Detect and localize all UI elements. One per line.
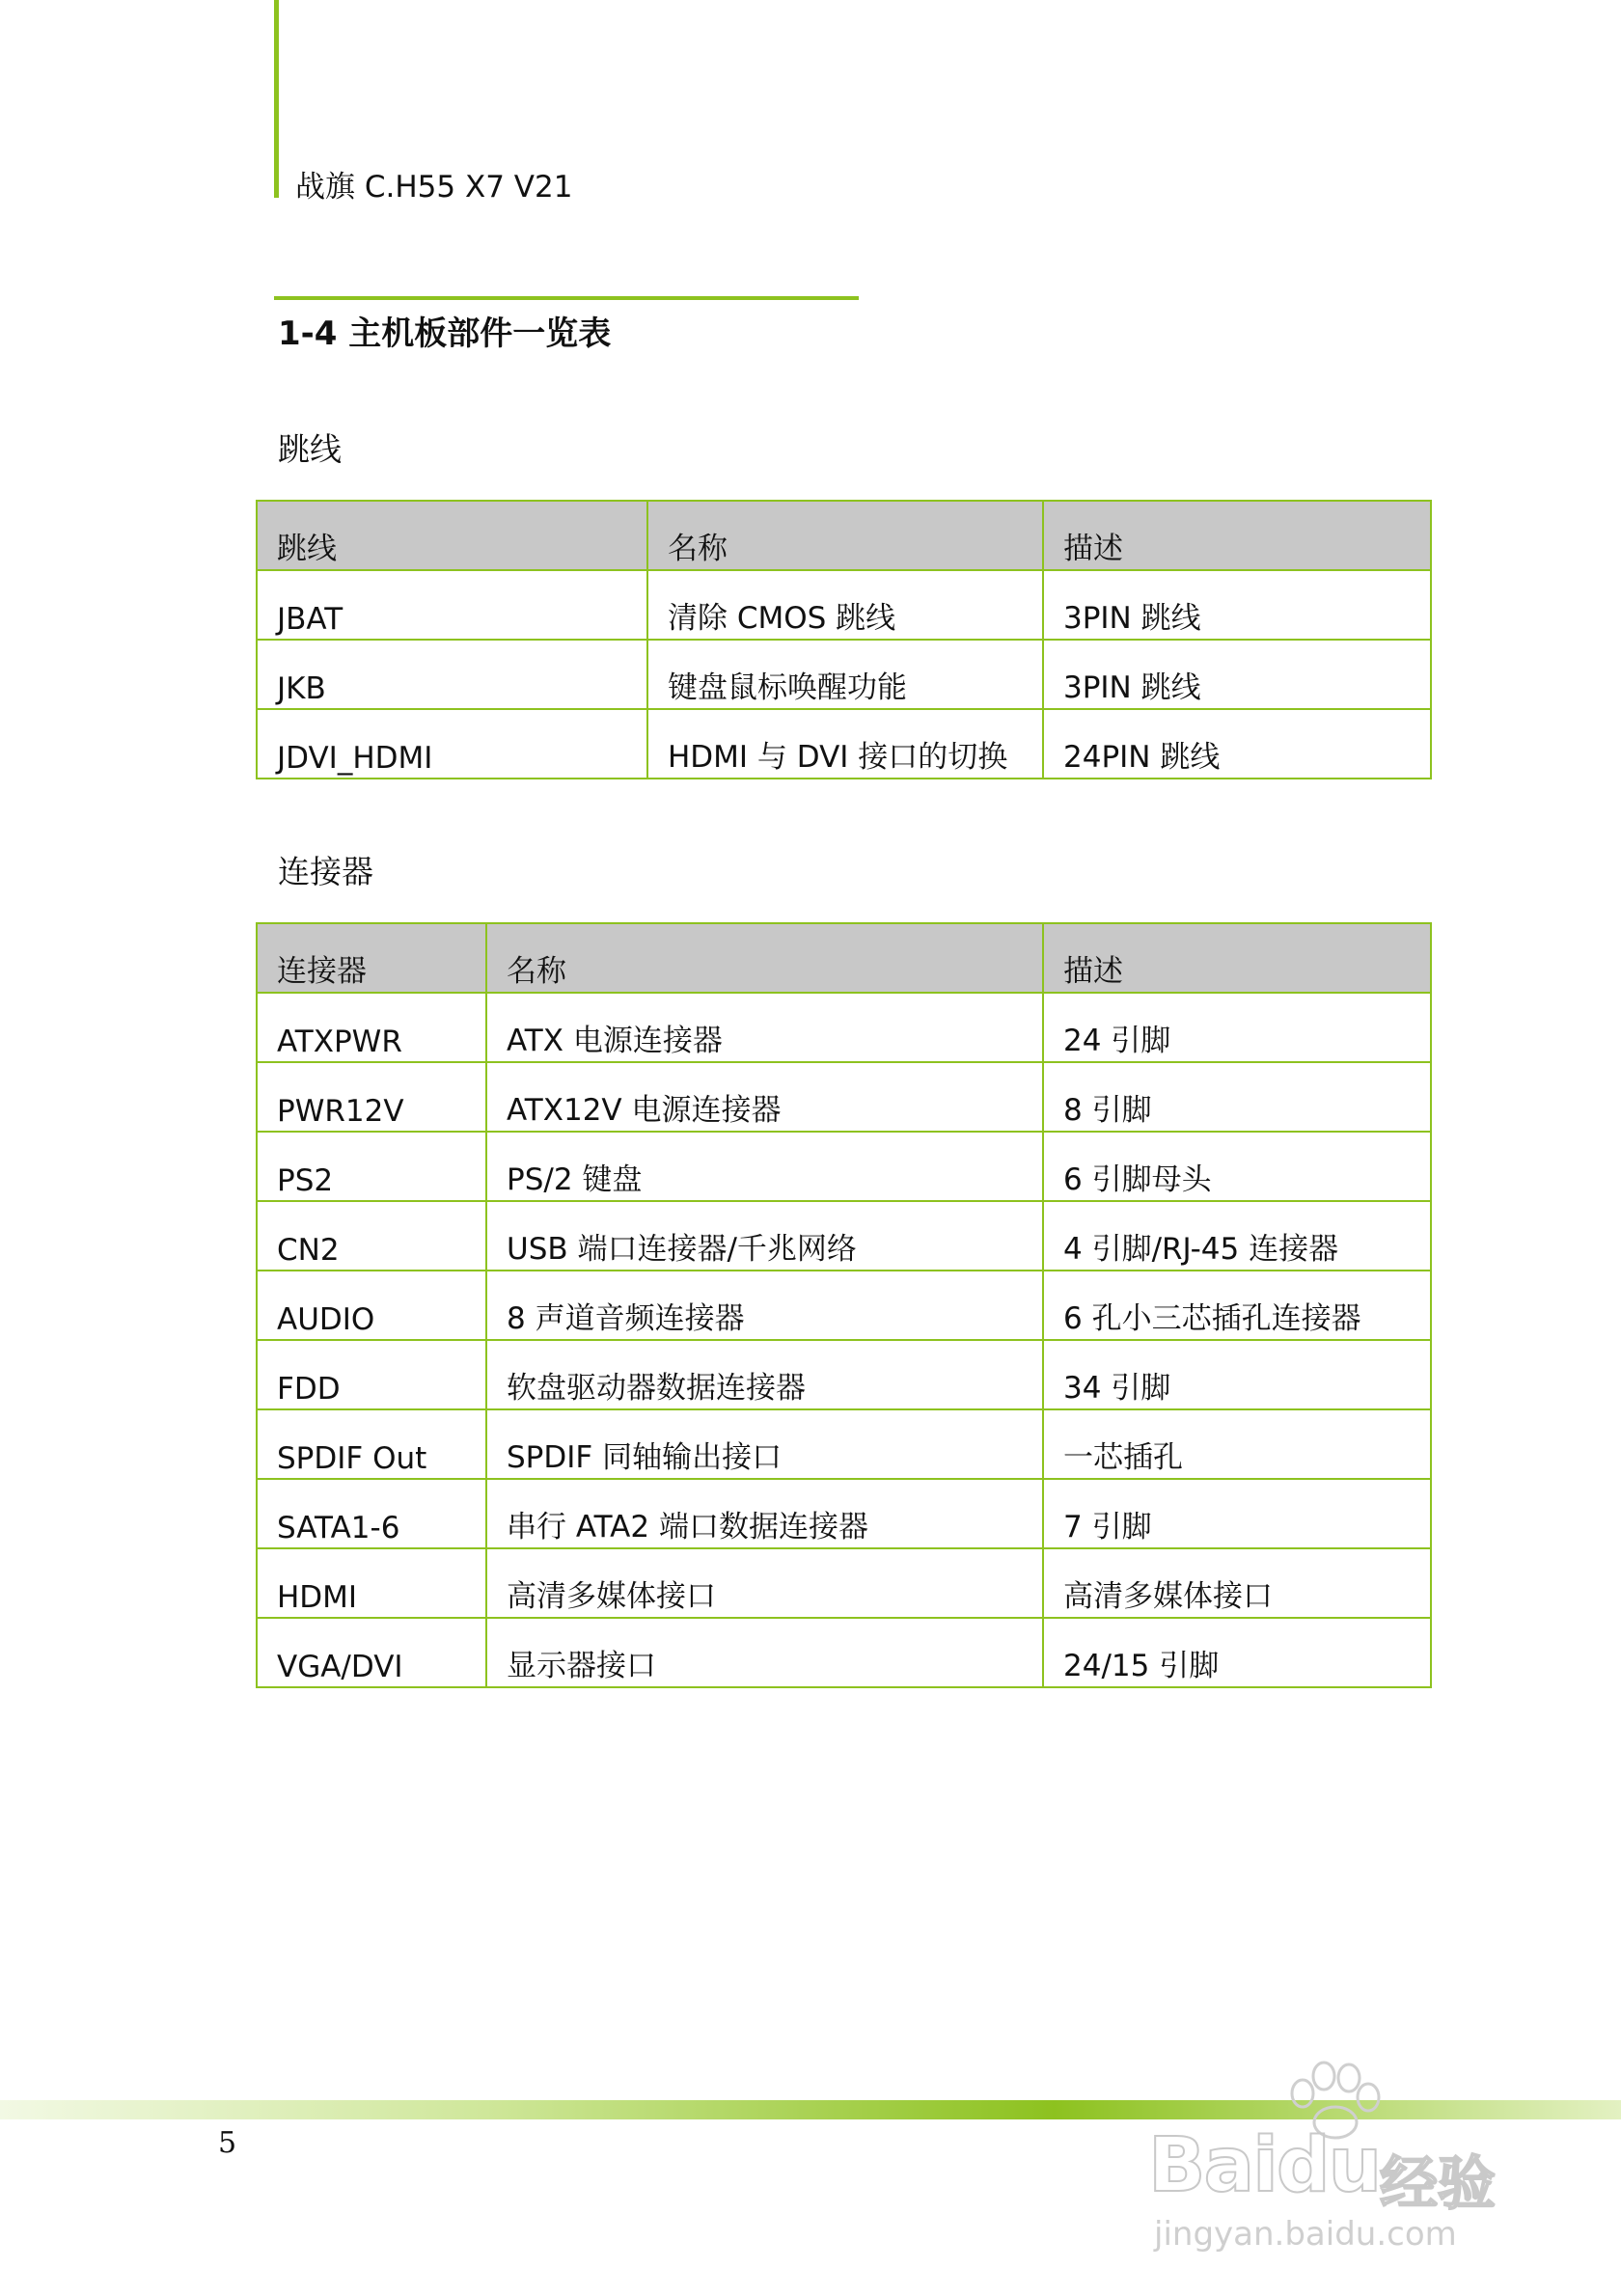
table-cell: 24/15 引脚	[1043, 1618, 1431, 1687]
table-cell: HDMI	[257, 1548, 486, 1618]
table-cell: 3PIN 跳线	[1043, 570, 1431, 640]
table-cell: ATX 电源连接器	[486, 993, 1043, 1062]
table-cell: SATA1-6	[257, 1479, 486, 1548]
table-cell: JBAT	[257, 570, 647, 640]
table-row	[257, 1062, 1431, 1132]
table-cell: 显示器接口	[486, 1618, 1043, 1687]
table-header-row	[257, 923, 1431, 993]
table-row	[257, 1409, 1431, 1479]
header-cell: 描述	[1043, 923, 1431, 993]
table-cell: PWR12V	[257, 1062, 486, 1132]
table-cell: SPDIF 同轴输出接口	[486, 1409, 1043, 1479]
page-header-title: 战旗 C.H55 X7 V21	[295, 170, 573, 205]
table-cell: 24PIN 跳线	[1043, 709, 1431, 779]
table-row	[257, 1479, 1431, 1548]
table-row	[257, 1201, 1431, 1271]
connectors-table	[256, 922, 1432, 1688]
table-cell: CN2	[257, 1201, 486, 1271]
table-cell: 一芯插孔	[1043, 1409, 1431, 1479]
table-row	[257, 1548, 1431, 1618]
table-cell: 软盘驱动器数据连接器	[486, 1340, 1043, 1409]
table-cell: 8 声道音频连接器	[486, 1271, 1043, 1340]
table-cell: 24 引脚	[1043, 993, 1431, 1062]
table-cell: 高清多媒体接口	[486, 1548, 1043, 1618]
jumpers-table	[256, 500, 1432, 779]
header-cell: 连接器	[257, 923, 486, 993]
section-title: 1-4 主机板部件一览表	[278, 314, 612, 353]
table-cell: PS2	[257, 1132, 486, 1201]
table-row	[257, 709, 1431, 779]
jumpers-title: 跳线	[278, 430, 342, 468]
watermark-brand: Baidu	[1148, 2122, 1381, 2209]
table-cell: ATXPWR	[257, 993, 486, 1062]
table-cell: 6 引脚母头	[1043, 1132, 1431, 1201]
table-cell: 3PIN 跳线	[1043, 640, 1431, 709]
table-cell: VGA/DVI	[257, 1618, 486, 1687]
header-accent-line	[274, 0, 279, 198]
baidu-watermark	[1148, 2055, 1534, 2254]
table-cell: PS/2 键盘	[486, 1132, 1043, 1201]
table-cell: 串行 ATA2 端口数据连接器	[486, 1479, 1043, 1548]
table-row	[257, 1132, 1431, 1201]
section-rule	[274, 296, 859, 300]
table-cell: SPDIF Out	[257, 1409, 486, 1479]
table-cell: USB 端口连接器/千兆网络	[486, 1201, 1043, 1271]
table-cell: 键盘鼠标唤醒功能	[647, 640, 1043, 709]
table-row	[257, 1618, 1431, 1687]
table-row	[257, 1271, 1431, 1340]
table-cell: ATX12V 电源连接器	[486, 1062, 1043, 1132]
table-cell: 7 引脚	[1043, 1479, 1431, 1548]
table-cell: 34 引脚	[1043, 1340, 1431, 1409]
header-cell: 名称	[647, 501, 1043, 570]
page-number: 5	[218, 2126, 237, 2160]
table-header-row	[257, 501, 1431, 570]
header-cell: 名称	[486, 923, 1043, 993]
table-row	[257, 1340, 1431, 1409]
table-row	[257, 570, 1431, 640]
table-row	[257, 640, 1431, 709]
connectors-title: 连接器	[278, 853, 373, 890]
table-cell: 清除 CMOS 跳线	[647, 570, 1043, 640]
table-cell: FDD	[257, 1340, 486, 1409]
table-cell: JKB	[257, 640, 647, 709]
watermark-suffix: 经验	[1380, 2150, 1496, 2218]
header-cell: 描述	[1043, 501, 1431, 570]
table-cell: 高清多媒体接口	[1043, 1548, 1431, 1618]
table-cell: 8 引脚	[1043, 1062, 1431, 1132]
header-cell: 跳线	[257, 501, 647, 570]
table-cell: JDVI_HDMI	[257, 709, 647, 779]
watermark-url: jingyan.baidu.com	[1154, 2215, 1457, 2254]
table-cell: AUDIO	[257, 1271, 486, 1340]
table-cell: 4 引脚/RJ-45 连接器	[1043, 1201, 1431, 1271]
table-cell: HDMI 与 DVI 接口的切换	[647, 709, 1043, 779]
table-cell: 6 孔小三芯插孔连接器	[1043, 1271, 1431, 1340]
table-row	[257, 993, 1431, 1062]
